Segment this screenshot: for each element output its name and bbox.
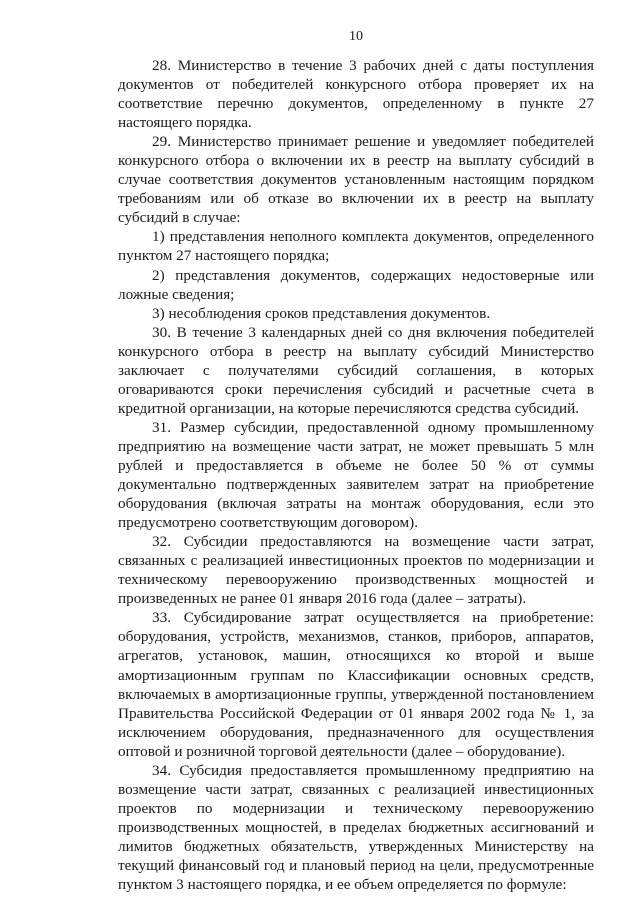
page-number: 10 [349, 29, 363, 44]
paragraph-31: 31. Размер субсидии, предоставленной одному промышленному предприятию на возмещение части затрат, не может превышать 5 млн рублей и предоставляется в объеме не более 50 % от суммы документально подтвержденных заявителем затрат на приобретение оборудования (включая затраты на монтаж оборудования, если это предусмотрено соответствующим договором). [118, 418, 594, 532]
paragraph-33: 33. Субсидирование затрат осуществляется на приобретение: оборудования, устройств, механизмов, станков, приборов, аппаратов, агрегатов, установок, машин, относящихся ко второй и выше амортизационным группам по Классификации основных средств, включаемых в амортизационные группы, утвержденной постановлением Правительства Российской Федерации от 01 января 2002 года № 1, за исключением оборудования, предназначенного для осуществления оптовой и розничной торговой деятельности (далее – оборудование). [118, 609, 594, 760]
paragraph-29: 29. Министерство принимает решение и уведомляет победителей конкурсного отбора о включении их в реестр на выплату субсидий в случае соответствия документов установленным настоящим порядком требованиям или об отказе во включении их в реестр на выплату субсидий в случае: [118, 133, 594, 227]
paragraph-30: 30. В течение 3 календарных дней со дня включения победителей конкурсного отбора в реестр на выплату субсидий Министерство заключает с получателями субсидий соглашения, в которых оговариваются сроки перечисления субсидий и расчетные счета в кредитной организации, на которые перечисляются средства субсидий. [118, 323, 594, 417]
paragraph-29-item-3: 3) несоблюдения сроков представления документов. [152, 304, 491, 322]
paragraph-29-item-2: 2) представления документов, содержащих недостоверные или ложные сведения; [118, 266, 594, 303]
paragraph-34: 34. Субсидия предоставляется промышленному предприятию на возмещение части затрат, связанных с реализацией инвестиционных проектов по модернизации и техническому перевооружению производственных мощностей, в пределах бюджетных ассигнований и лимитов бюджетных обязательств, утвержденных Министерству на текущий финансовый год и плановый период на цели, предусмотренные пунктом 3 настоящего порядка, и ее объем определяется по формуле: [118, 761, 594, 894]
paragraph-28: 28. Министерство в течение 3 рабочих дней с даты поступления документов от победителей конкурсного отбора проверяет их на соответствие перечню документов, определенному в пункте 27 настоящего порядка. [118, 57, 594, 132]
paragraph-32: 32. Субсидии предоставляются на возмещение части затрат, связанных с реализацией инвестиционных проектов по модернизации и техническому перевооружению производственных мощностей и произведенных не ранее 01 января 2016 года (далее – затраты). [118, 533, 594, 608]
paragraph-29-item-1: 1) представления неполного комплекта документов, определенного пунктом 27 настоящего порядка; [118, 228, 594, 265]
